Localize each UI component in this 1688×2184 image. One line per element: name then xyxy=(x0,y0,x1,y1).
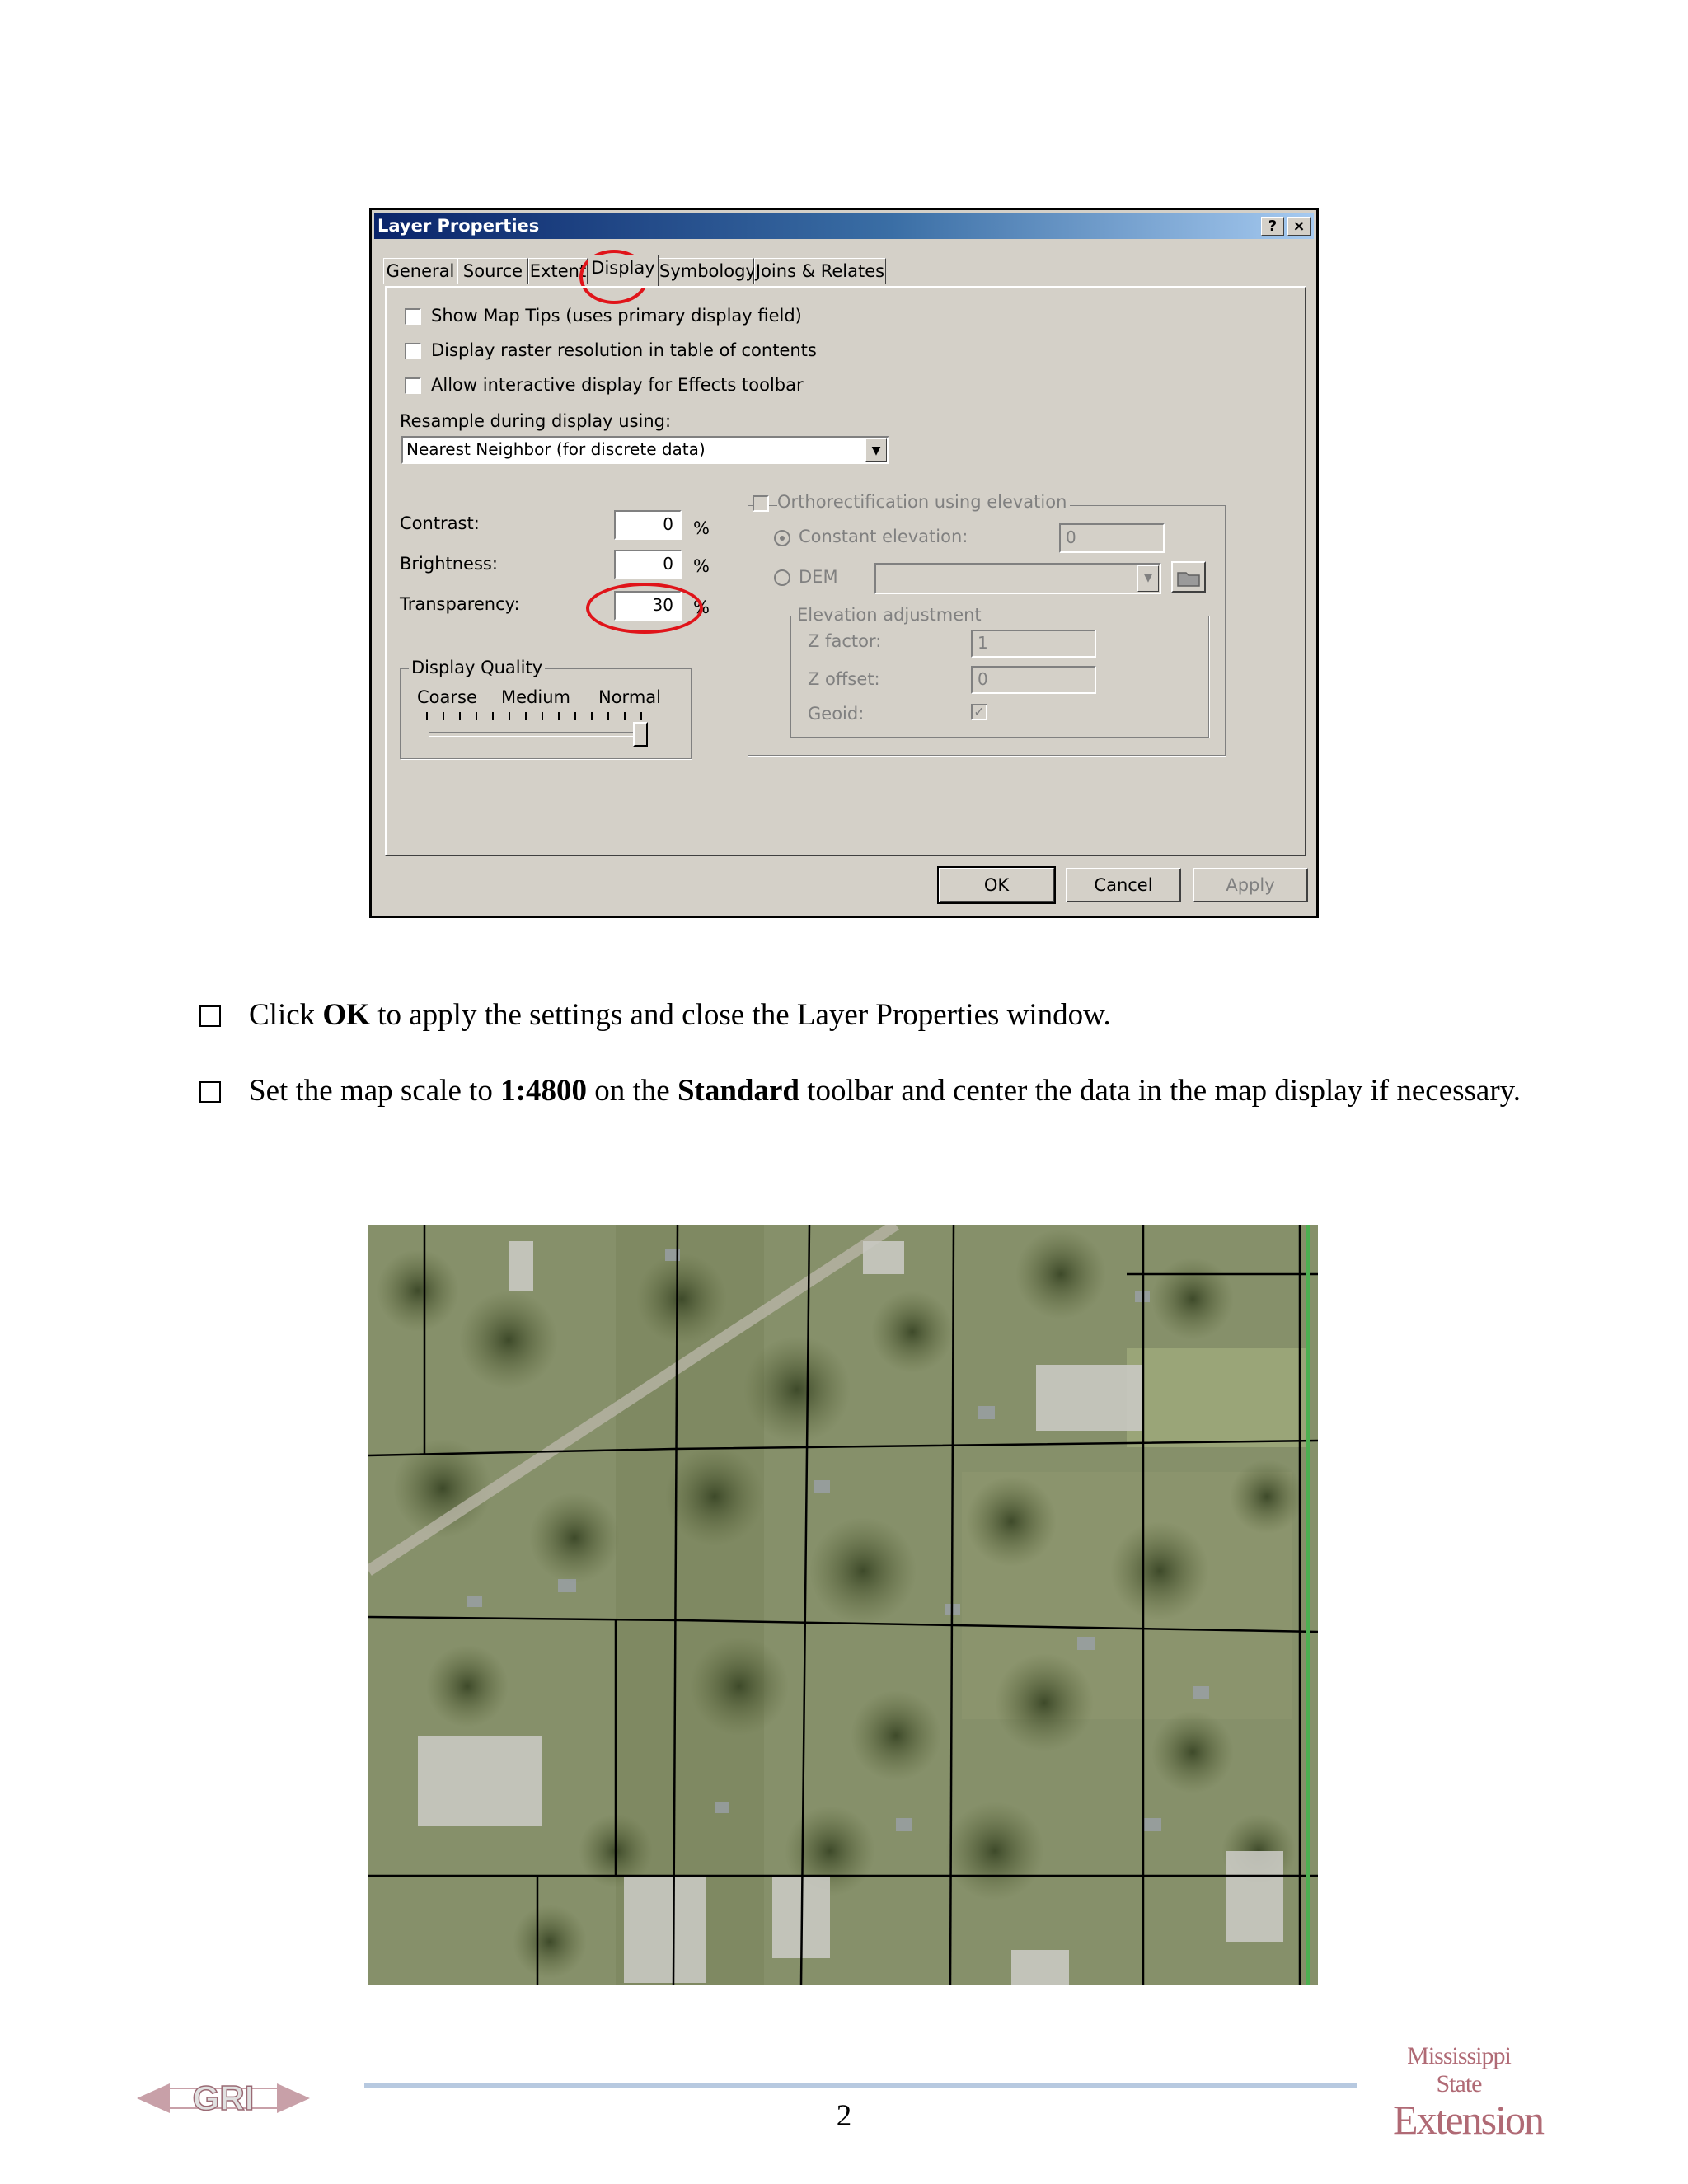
step-text: Set the map scale to 1:4800 on the Standard toolbar and center the data in the map display if necessary. xyxy=(249,1074,1522,1108)
step-text: Click OK to apply the settings and close the Layer Properties window. xyxy=(249,998,1111,1032)
contrast-percent: % xyxy=(693,518,710,538)
interactive-display-checkbox[interactable] xyxy=(405,377,421,394)
constant-elevation-label: Constant elevation: xyxy=(799,527,968,546)
step-checkbox-icon xyxy=(199,1081,221,1103)
interactive-display-label: Allow interactive display for Effects toolbar xyxy=(431,375,804,395)
brightness-label: Brightness: xyxy=(400,554,498,574)
z-factor-input[interactable]: 1 xyxy=(971,630,1096,658)
step-checkbox-icon xyxy=(199,1005,221,1027)
cancel-button[interactable]: Cancel xyxy=(1066,868,1181,902)
z-offset-label: Z offset: xyxy=(808,669,880,689)
extension-logo-line1: Mississippi State xyxy=(1407,2042,1511,2097)
footer-divider xyxy=(364,2083,1357,2088)
quality-slider-track[interactable] xyxy=(429,732,641,737)
z-offset-input[interactable]: 0 xyxy=(971,666,1096,694)
map-tips-label: Show Map Tips (uses primary display field) xyxy=(431,306,802,326)
constant-elevation-input[interactable]: 0 xyxy=(1059,523,1165,553)
apply-button[interactable]: Apply xyxy=(1193,868,1308,902)
tab-symbology[interactable]: Symbology xyxy=(659,258,754,284)
quality-slider-thumb[interactable] xyxy=(633,722,648,747)
quality-medium-label: Medium xyxy=(501,687,570,707)
map-tips-checkbox[interactable] xyxy=(405,308,421,325)
extension-logo xyxy=(1393,2042,1543,2143)
tab-joins-relates[interactable]: Joins & Relates xyxy=(754,258,886,284)
dem-select[interactable] xyxy=(874,563,1161,594)
display-tab-panel xyxy=(385,286,1306,856)
ok-button[interactable]: OK xyxy=(939,868,1054,902)
tab-display[interactable]: Display xyxy=(588,255,659,286)
display-quality-title: Display Quality xyxy=(409,658,545,677)
orthorectification-label: Orthorectification using elevation xyxy=(777,492,1070,512)
step-set-scale xyxy=(199,1071,1551,1111)
dialog-title: Layer Properties xyxy=(377,216,540,236)
quality-coarse-label: Coarse xyxy=(417,687,477,707)
aerial-map-image xyxy=(368,1225,1318,1985)
quality-slider-ticks xyxy=(425,710,643,722)
display-quality-group xyxy=(400,658,692,759)
aerial-imagery xyxy=(368,1225,1318,1985)
resample-label: Resample during display using: xyxy=(400,411,672,431)
chevron-down-icon[interactable]: ▼ xyxy=(1137,565,1159,592)
geoid-checkbox[interactable]: ✓ xyxy=(971,704,987,720)
close-button[interactable]: × xyxy=(1287,217,1311,236)
chevron-down-icon[interactable]: ▼ xyxy=(865,438,887,462)
tab-general[interactable]: General xyxy=(383,258,457,284)
page-number: 2 xyxy=(836,2099,852,2133)
dem-radio[interactable] xyxy=(774,569,790,586)
gri-logo-text: GRI xyxy=(192,2079,255,2117)
browse-folder-button[interactable] xyxy=(1171,561,1206,593)
dialog-title-bar xyxy=(374,213,1314,239)
contrast-label: Contrast: xyxy=(400,513,480,533)
brightness-percent: % xyxy=(693,556,710,576)
transparency-label: Transparency: xyxy=(400,594,520,614)
help-button[interactable]: ? xyxy=(1261,217,1284,236)
radio-dot xyxy=(780,536,785,541)
highlight-transparency xyxy=(586,583,703,634)
brightness-input[interactable]: 0 xyxy=(614,550,682,579)
resample-select[interactable] xyxy=(401,436,889,464)
geoid-label: Geoid: xyxy=(808,704,865,724)
transparency-percent: % xyxy=(693,598,710,617)
orthorectification-checkbox[interactable] xyxy=(753,495,769,512)
step-click-ok xyxy=(199,996,1551,1035)
transparency-input[interactable]: 30 xyxy=(614,591,682,621)
z-factor-label: Z factor: xyxy=(808,631,882,651)
elevation-adjustment-title: Elevation adjustment xyxy=(795,605,984,625)
dem-label: DEM xyxy=(799,567,838,587)
raster-resolution-label: Display raster resolution in table of contents xyxy=(431,340,817,360)
quality-normal-label: Normal xyxy=(598,687,661,707)
tab-source[interactable]: Source xyxy=(457,258,528,284)
extension-logo-line2: Extension xyxy=(1393,2097,1543,2143)
resample-value: Nearest Neighbor (for discrete data) xyxy=(406,439,706,459)
contrast-input[interactable]: 0 xyxy=(614,510,682,540)
raster-resolution-checkbox[interactable] xyxy=(405,343,421,359)
folder-icon xyxy=(1173,563,1204,591)
elevation-adjustment-group xyxy=(790,605,1209,738)
tab-extent[interactable]: Extent xyxy=(528,258,588,284)
layer-properties-dialog xyxy=(369,208,1319,918)
